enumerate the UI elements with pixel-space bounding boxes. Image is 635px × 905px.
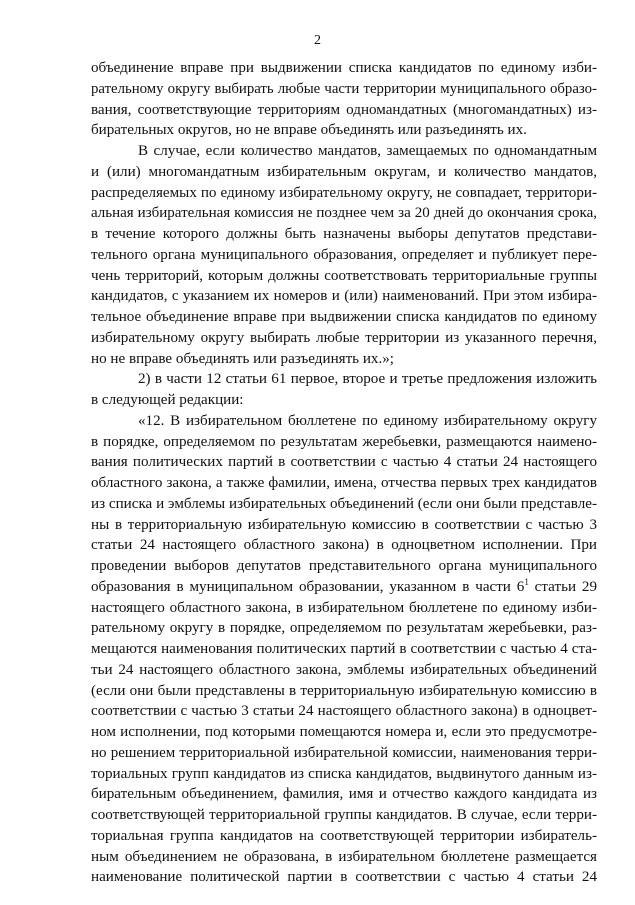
page-number: 2 (314, 33, 321, 48)
line-text: ториальных групп кандидатов из списка кандидатов, выдвинутого данным из- (91, 765, 597, 782)
line-text: статьи 24 настоящего областного закона) в одноцветном исполнении. При (91, 537, 597, 554)
text-line (91, 701, 597, 722)
line-text: ны в территориальную избирательную комиссию в соответствии с частью 3 (91, 516, 597, 533)
text-line (91, 722, 597, 743)
line-text: но решением территориальной избирательной комиссии, наименования терри- (91, 744, 597, 761)
text-line (91, 805, 597, 826)
text-line (91, 369, 597, 390)
line-text: объединение вправе при выдвижении списка кандидатов по единому изби- (91, 60, 597, 76)
text-line (91, 473, 597, 494)
text-line (91, 784, 597, 805)
line-text: бирательным объединением, фамилия, имя и отчество каждого кандидата из (91, 786, 597, 803)
text-line (91, 660, 597, 681)
line-text: чень территорий, которым должны соответствовать территориальные группы (91, 267, 597, 284)
text-line (91, 307, 597, 328)
line-text-continued: статьи 29 (528, 578, 597, 595)
line-text: образования в муниципальном образовании, указанном в части 6 (91, 578, 525, 595)
text-line (91, 847, 597, 868)
text-line (91, 764, 597, 785)
text-line (91, 79, 597, 100)
text-line (91, 349, 597, 370)
text-line (91, 286, 597, 307)
line-text: избирательному округу выбирать любые территории из указанного перечня, (91, 329, 597, 346)
line-text: в порядке, определяемом по результатам жеребьевки, размещаются наимено- (91, 433, 597, 450)
line-text: ном исполнении, под которыми помещаются номера и, если это предусмотре- (91, 724, 597, 740)
line-text: бирательных округов, но не вправе объединять или разъединять их. (91, 122, 527, 139)
text-line (91, 183, 597, 204)
line-text: соответствующей территориальной группы кандидатов. В случае, если терри- (91, 807, 597, 823)
line-text: областного закона, а также фамилии, имена, отчества первых трех кандидатов (91, 475, 597, 491)
text-line (91, 598, 597, 619)
line-text: соответствии с частью 3 статьи 24 настоящего областного закона) в одноцвет- (91, 703, 597, 720)
line-text: ным объединением не образована, в избирательном бюллетене размещается (91, 848, 597, 865)
line-text: тьи 24 настоящего областного закона, эмблемы избирательных объединений (91, 661, 597, 678)
line-text: 2) в части 12 статьи 61 первое, второе и третье предложения изложить (138, 371, 597, 388)
line-text: и (или) многомандатным избирательным округам, и количество мандатов, (91, 163, 597, 180)
text-line (91, 58, 597, 79)
text-line (91, 245, 597, 266)
line-text: проведении выборов депутатов представительного органа муниципального (91, 558, 597, 574)
line-text: «12. В избирательном бюллетене по единому избирательному округу (138, 412, 597, 429)
line-text: тельного органа муниципального образования, определяет и публикует пере- (91, 246, 597, 263)
line-text: распределяемых по единому избирательному округу, не совпадает, территори- (91, 184, 597, 201)
text-line (91, 432, 597, 453)
text-line (91, 141, 597, 162)
text-line (91, 120, 597, 141)
line-text: ториальная группа кандидатов на соответствующей территории избиратель- (91, 827, 597, 844)
text-line (91, 203, 597, 224)
line-text: рательному округу выбирать любые части территории муниципального образо- (91, 80, 597, 97)
superscript: 1 (524, 576, 529, 587)
line-text: в течение которого должны быть назначены выборы депутатов представи- (91, 226, 597, 242)
text-line (91, 556, 597, 577)
line-text: мещаются наименования политических партий в соответствии с частью 4 ста- (91, 641, 597, 657)
line-text: вания, соответствующие территориям одномандатных (многомандатных) из- (91, 101, 597, 118)
text-line (91, 577, 597, 598)
text-line (91, 494, 597, 515)
text-line (91, 328, 597, 349)
line-text: альная избирательная комиссия не позднее чем за 20 дней до окончания срока, (91, 205, 597, 222)
text-line (91, 826, 597, 847)
line-text: из списка и эмблемы избирательных объединений (если они были представле- (91, 495, 597, 512)
line-text: тельное объединение вправе при выдвижении списка кандидатов по единому (91, 309, 597, 325)
text-line (91, 390, 597, 411)
text-line (91, 162, 597, 183)
text-line (91, 100, 597, 121)
text-line (91, 266, 597, 287)
line-text: рательному округу в порядке, определяемом по результатам жеребьевки, раз- (91, 620, 597, 637)
line-text: (если они были представлены в территориальную избирательную комиссию в (91, 682, 597, 699)
text-line (91, 743, 597, 764)
text-line (91, 639, 597, 660)
text-line (91, 535, 597, 556)
text-line (91, 867, 597, 888)
line-text: но не вправе объединять или разъединять их.»; (91, 350, 394, 367)
text-line (91, 411, 597, 432)
text-line (91, 618, 597, 639)
text-line (91, 515, 597, 536)
text-line (91, 452, 597, 473)
line-text: В случае, если количество мандатов, замещаемых по одномандатным (138, 143, 597, 159)
line-text: кандидатов, с указанием их номеров и (или) наименований. При этом избира- (91, 288, 597, 305)
line-text: настоящего областного закона, в избирательном бюллетене по единому изби- (91, 599, 597, 616)
line-text: вания политических партий в соответствии с частью 4 статьи 24 настоящего (91, 454, 597, 471)
text-line (91, 681, 597, 702)
line-text: наименование политической партии в соответствии с частью 4 статьи 24 (91, 869, 597, 886)
text-line (91, 224, 597, 245)
line-text: в следующей редакции: (91, 392, 244, 408)
document-body (91, 58, 597, 888)
